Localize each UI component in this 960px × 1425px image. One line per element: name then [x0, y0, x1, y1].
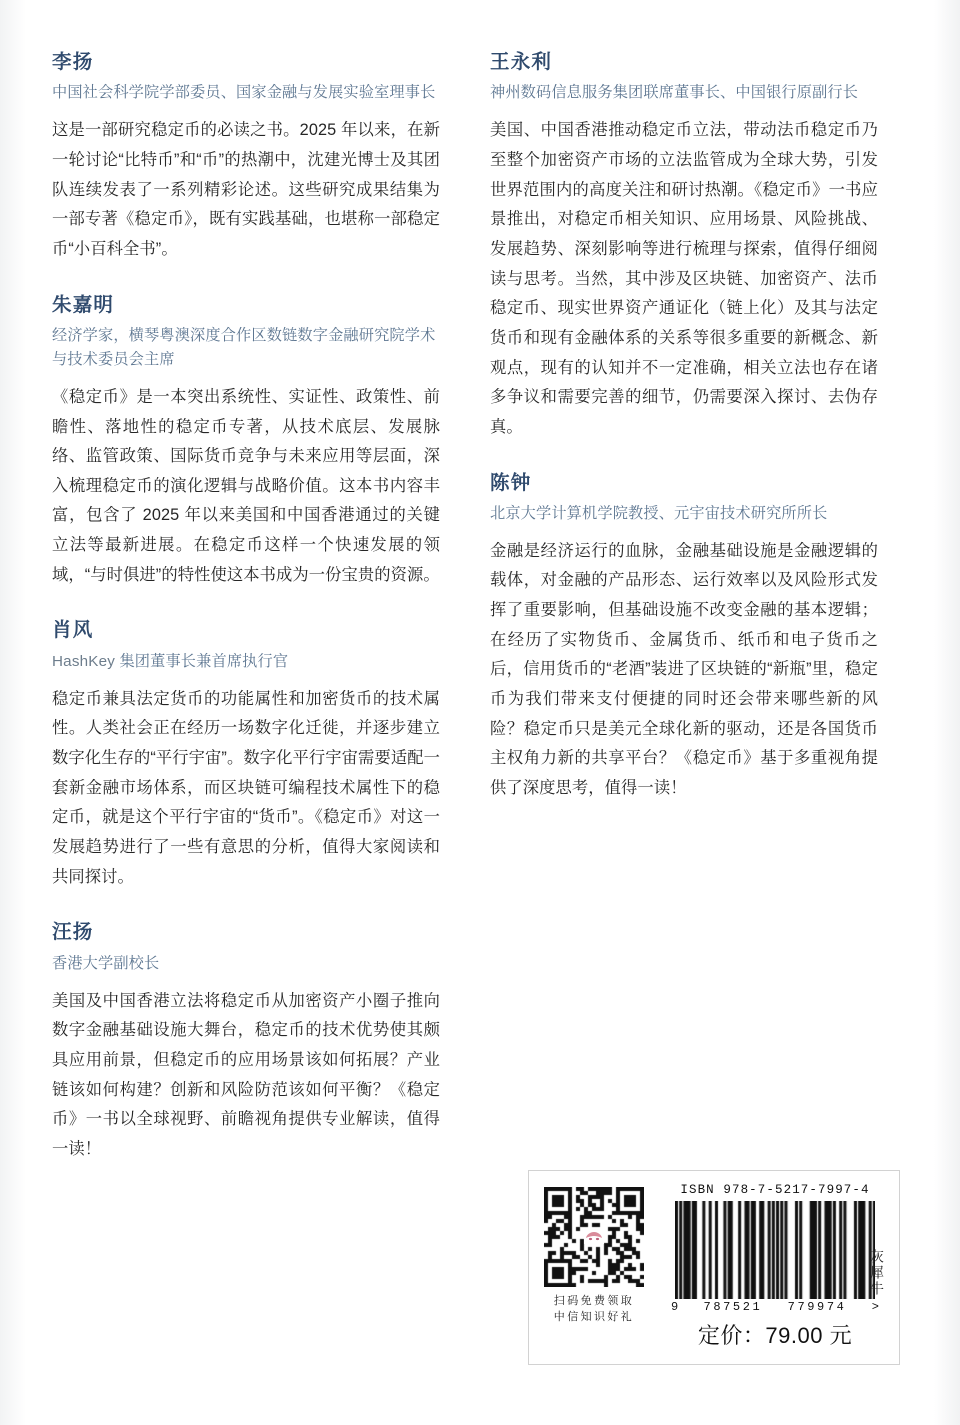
barcode-block	[651, 1171, 899, 1364]
endorsement-entry	[52, 48, 440, 265]
endorser-affiliation: 神州数码信息服务集团联席董事长、中国银行原副行长	[490, 84, 859, 102]
ean13-barcode	[675, 1201, 875, 1299]
barcode-digits-left: 787521	[703, 1300, 763, 1314]
qr-code[interactable]	[544, 1187, 644, 1287]
endorsement-text: 金融是经济运行的血脉，金融基础设施是金融逻辑的载体，对金融的产品形态、运行效率以及风险形式发挥了重要影响，但基础设施不改变金融的基本逻辑；在经历了实物货币、金属货币、纸币和电子货币之后，信用货币的“老酒”装进了区块链的“新瓶”里，稳定币为我们带来支付便捷的同时还会带来哪些新的风险？稳定币只是美元全球化新的驱动，还是各国货币主权角力新的共享平台？《稳定币》基于多重视角提供了深度思考，值得一读！	[490, 541, 878, 798]
endorser-affiliation: 北京大学计算机学院教授、元宇宙技术研究所所长	[490, 504, 828, 522]
endorsement-text: 《稳定币》是一本突出系统性、实证性、政策性、前瞻性、落地性的稳定币专著，从技术底层、发展脉络、监管政策、国际货币竞争与未来应用等层面，深入梳理稳定币的演化逻辑与战略价值。这本书内容丰富，包含了 2025 年以来美国和中国香港通过的关键立法等最新进展。在稳定币这样一个快速发展的领域，“与时俱进”的特性使这本书成为一份宝贵的资源。	[52, 387, 440, 584]
endorsement-text: 美国、中国香港推动稳定币立法，带动法币稳定币乃至整个加密资产市场的立法监管成为全球大势，引发世界范围内的高度关注和研讨热潮。《稳定币》一书应景推出，对稳定币相关知识、应用场景、风险挑战、发展趋势、深刻影响等进行梳理与探索，值得仔细阅读与思考。当然，其中涉及区块链、加密资产、法币稳定币、现实世界资产通证化（链上化）及其与法定货币和现有金融体系的关系等很多重要的新概念、新观点，现有的认知并不一定准确，相关立法也存在诸多争议和需要完善的细节，仍需要深入探讨、去伪存真。	[490, 121, 878, 436]
endorsement-entry	[52, 616, 440, 892]
endorser-name: 朱嘉明	[52, 293, 115, 316]
qr-caption-line-2: 中信知识好礼	[553, 1310, 635, 1323]
endorsement-text: 稳定币兼具法定货币的功能属性和加密货币的技术属性。人类社会正在经历一场数字化迁徙，并逐步建立数字化生存的“平行宇宙”。数字化平行宇宙需要适配一套新金融市场体系，而区块链可编程技术属性下的稳定币，就是这个平行宇宙的“货币”。《稳定币》对这一发展趋势进行了一些有意思的分析，值得大家阅读和共同探讨。	[52, 689, 440, 886]
qr-center-logo-icon	[584, 1230, 604, 1244]
endorser-affiliation	[52, 650, 440, 674]
endorser-affiliation: 香港大学副校长	[52, 954, 160, 972]
endorser-name: 陈钟	[490, 471, 532, 494]
isbn-barcode-panel	[528, 1170, 900, 1365]
isbn-number: ISBN 978-7-5217-7997-4	[680, 1183, 870, 1197]
qr-caption	[554, 1294, 634, 1326]
endorser-name: 汪扬	[52, 921, 94, 944]
publisher-imprint-vertical: 灰犀牛	[869, 1249, 885, 1297]
barcode-digits	[669, 1300, 881, 1314]
endorser-affiliation-latin: HashKey	[52, 652, 120, 670]
endorser-name: 李扬	[52, 51, 94, 73]
endorser-affiliation-cn: 集团董事长兼首席执行官	[119, 652, 289, 670]
endorsement-text: 美国及中国香港立法将稳定币从加密资产小圈子推向数字金融基础设施大舞台，稳定币的技术优势使其颇具应用前景，但稳定币的应用场景该如何拓展？产业链该如何构建？创新和风险防范该如何平衡？《稳定币》一书以全球视野、前瞻视角提供专业解读，值得一读！	[52, 991, 440, 1158]
endorser-name: 肖风	[52, 619, 94, 642]
right-column	[490, 48, 878, 830]
barcode-digit-trailing: >	[871, 1300, 879, 1314]
endorsement-entry	[52, 291, 440, 591]
barcode-digits-right: 779974	[787, 1300, 847, 1314]
endorsement-text: 这是一部研究稳定币的必读之书。2025 年以来，在新一轮讨论“比特币”和“币”的热潮中，沈建光博士及其团队连续发表了一系列精彩论述。这些研究成果结集为一部专著《稳定币》，既有实践基础，也堪称一部稳定币“小百科全书”。	[52, 121, 440, 258]
endorsement-entry	[490, 48, 878, 443]
barcode-digit-leading: 9	[671, 1300, 679, 1314]
endorser-name: 王永利	[490, 51, 553, 73]
qr-block	[529, 1171, 651, 1364]
price-label: 定价：79.00 元	[697, 1323, 853, 1348]
endorsement-entry	[490, 469, 878, 804]
endorser-affiliation: 经济学家，横琴粤澳深度合作区数链数字金融研究院学术与技术委员会主席	[52, 326, 436, 368]
endorsement-entry	[52, 918, 440, 1164]
endorser-affiliation: 中国社会科学院学部委员、国家金融与发展实验室理事长	[52, 84, 436, 102]
left-column	[52, 48, 440, 1191]
qr-caption-line-1: 扫码免费领取	[553, 1295, 635, 1307]
